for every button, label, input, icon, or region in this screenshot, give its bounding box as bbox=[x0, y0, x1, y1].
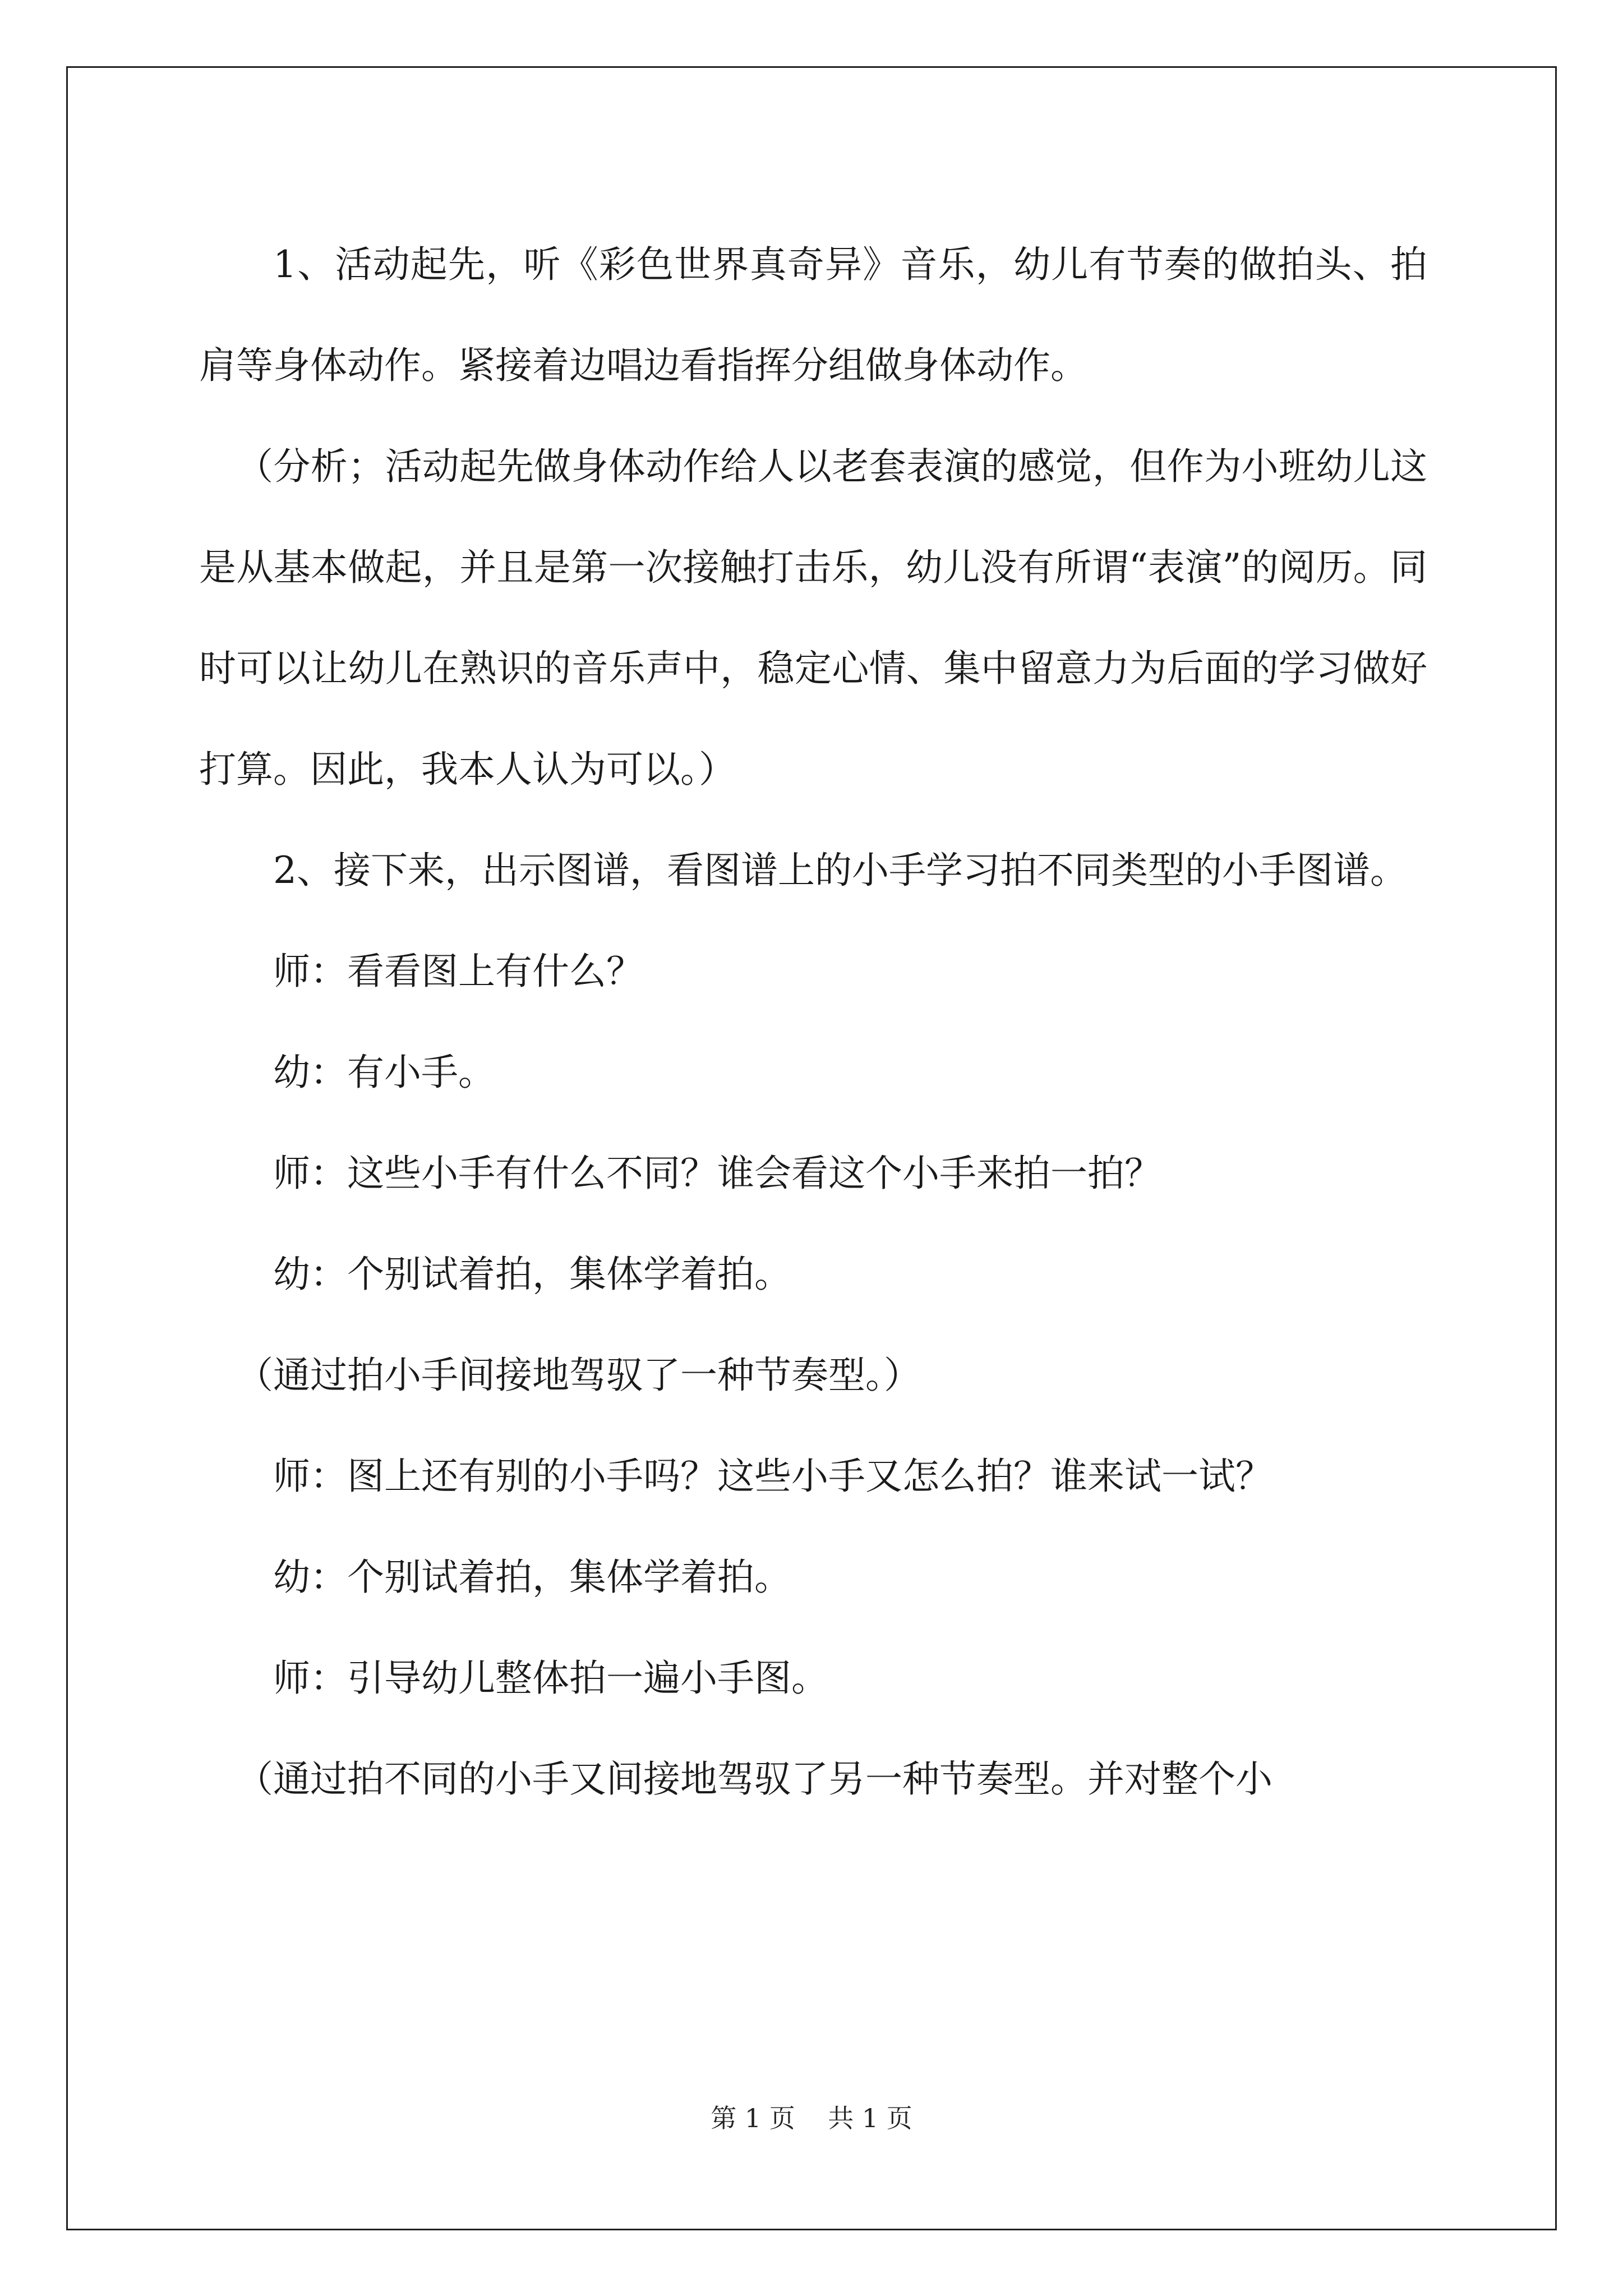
dialogue-line: 师：引导幼儿整体拍一遍小手图。 bbox=[273, 1657, 828, 1700]
dialogue-line: 幼：个别试着拍，集体学着拍。 bbox=[273, 1556, 791, 1599]
paragraph-activity-start: 1、活动起先，听《彩色世界真奇异》音乐，幼儿有节奏的做拍头、拍肩等身体动作。紧接着边唱边看指挥分组做身体动作。 bbox=[199, 243, 1427, 387]
dialogue-line: 师：看看图上有什么？ bbox=[273, 950, 643, 993]
dialogue-line: 幼：个别试着拍，集体学着拍。 bbox=[273, 1253, 791, 1296]
paragraph-show-chart: 2、接下来，出示图谱，看图谱上的小手学习拍不同类型的小手图谱。 bbox=[273, 849, 1407, 892]
dialogue-line: 师：图上还有别的小手吗？这些小手又怎么拍？谁来试一试？ bbox=[273, 1455, 1272, 1498]
page-number-footer: 第 1 页 共 1 页 bbox=[711, 2103, 912, 2133]
document-body bbox=[199, 214, 1427, 1830]
dialogue-line: 幼：有小手。 bbox=[273, 1051, 495, 1094]
dialogue-line: 师：这些小手有什么不同？谁会看这个小手来拍一拍？ bbox=[273, 1152, 1161, 1195]
paragraph-analysis: （分析；活动起先做身体动作给人以老套表演的感觉，但作为小班幼儿这是从基本做起，并且是第一次接触打击乐，幼儿没有所谓“表演”的阅历。同时可以让幼儿在熟识的音乐声中，稳定心情、集中留意力为后面的学习做好打算。因此，我本人认为可以。） bbox=[199, 445, 1427, 791]
paragraph-note: （通过拍不同的小手又间接地驾驭了另一种节奏型。并对整个小 bbox=[236, 1757, 1272, 1801]
paragraph-note: （通过拍小手间接地驾驭了一种节奏型。） bbox=[236, 1354, 921, 1397]
